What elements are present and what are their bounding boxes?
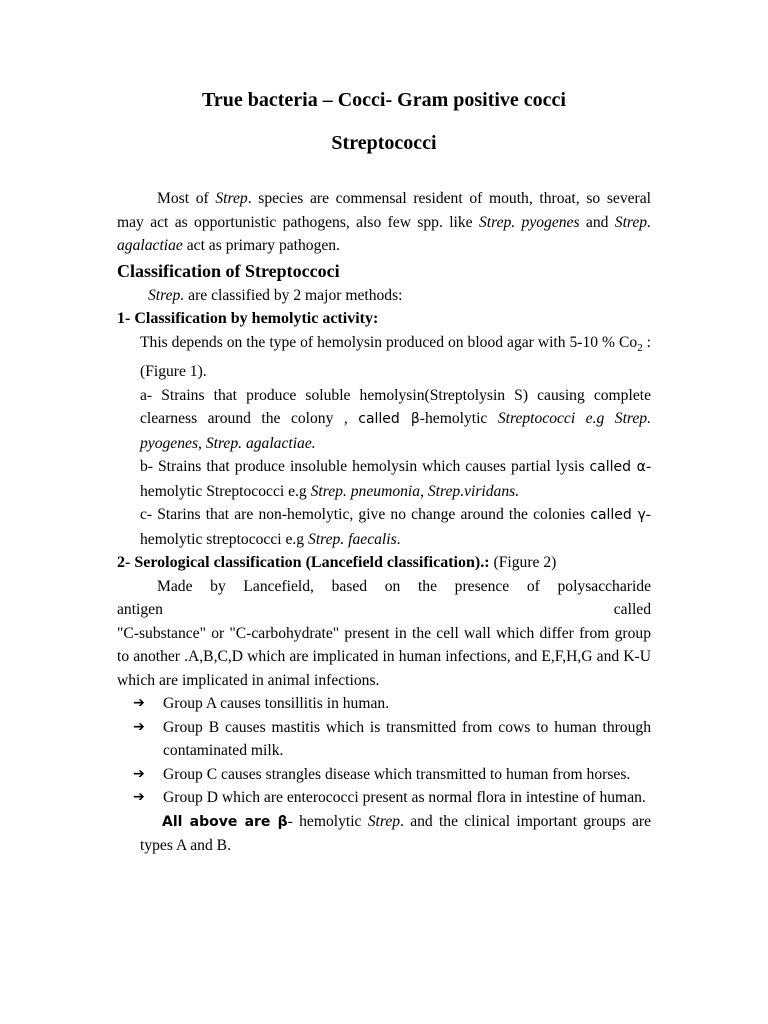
list-item-text: Group D which are enterococci present as normal flora in intestine of human. [163, 789, 646, 807]
final-text-1: - hemolytic [287, 812, 368, 830]
group-list [117, 692, 651, 810]
final-lead [140, 813, 288, 830]
item-b-text-1: b- Strains that produce insoluble hemolysin which causes partial lysis [140, 458, 590, 476]
arrow-right-icon: ➔ [133, 695, 145, 712]
section2-heading [117, 551, 651, 575]
section2-para-line1: Made by Lancefield, based on the presence of polysaccharide [157, 577, 651, 595]
intro-em-3: Strep. agalactiae [117, 213, 652, 254]
section2-para-line2 [117, 598, 651, 622]
section2-called: called [613, 601, 651, 619]
intro-text-4: act as primary pathogen. [182, 237, 341, 254]
section1-content [117, 331, 651, 552]
list-item [133, 716, 651, 763]
item-b-em-1: Strep. pneumonia [310, 482, 421, 500]
item-a-text-2: -hemolytic [419, 410, 498, 428]
final-bold: All above are β [162, 813, 288, 830]
item-b-sep: , [420, 482, 428, 500]
item-a-em: Streptococci e.g Strep. pyogenes, Strep. agalactiae. [140, 410, 652, 452]
item-a-text-1: a- Strains that produce soluble hemolysin(Streptolysin S) causing complete clearness around the colony , [140, 386, 651, 428]
list-item [133, 692, 651, 716]
section2-figure-ref: (Figure 2) [493, 554, 557, 572]
item-c-text-2: -hemolytic streptococci e.g [140, 506, 651, 548]
item-c-text-1: c- Starins that are non-hemolytic, give no change around the colonies [140, 506, 591, 524]
section1-intro-text: This depends on the type of hemolysin produced on blood agar with 5-10 % Co [140, 333, 638, 351]
section1-heading: 1- Classification by hemolytic activity: [117, 310, 379, 327]
section2-heading-end: .: [480, 554, 494, 572]
item-a [140, 384, 651, 456]
section2-heading-text: 2- Serological classification (Lancefield classification) [117, 554, 481, 572]
final-em: Strep [367, 812, 401, 830]
final-paragraph [117, 810, 651, 858]
classified-em: Strep. [148, 286, 185, 304]
item-b-text-2: -hemolytic Streptococci e.g [140, 458, 652, 500]
item-c-end: . [396, 530, 401, 548]
document-subtitle: Streptococci [331, 132, 437, 154]
intro-text-3: and [579, 213, 615, 231]
section2-antigen: antigen [117, 601, 163, 619]
item-a-called: called β [358, 411, 420, 428]
list-item-text: Group B causes mastitis which is transmitted from cows to human through contaminated milk. [163, 718, 651, 760]
item-b-em-2: Strep.viridans. [427, 482, 520, 500]
document-body [117, 187, 651, 858]
intro-text-1: Most of [157, 190, 216, 207]
classified-line [117, 284, 651, 308]
intro-text-2: . species are commensal resident of mouth, throat, so several may act as opportunistic pathogens, also few spp. like [117, 190, 651, 231]
final-text-2: . and the clinical important groups are types A and B. [140, 812, 651, 855]
section1-intro-end: : (Figure 1). [140, 333, 651, 381]
section2-para-rest: "C-substance" or "C-carbohydrate" present in the cell wall which differ from group to another .A,B,C,D which are implicated in human infections, and E,F,H,G and K-U which are implicated in animal infections. [117, 624, 651, 689]
list-item [133, 763, 651, 787]
list-item [133, 786, 651, 810]
list-item-text: Group A causes tonsillitis in human. [163, 695, 390, 713]
section1-intro [140, 331, 651, 384]
intro-em-1: Strep [215, 190, 248, 207]
list-item-text: Group C causes strangles disease which transmitted to human from horses. [163, 765, 631, 783]
item-c [140, 503, 651, 551]
item-b [140, 455, 651, 503]
intro-em-2: Strep. pyogenes [478, 213, 580, 231]
document-title: True bacteria – Cocci- Gram positive cocci [202, 89, 566, 111]
section1-intro-sub: 2 [637, 341, 643, 354]
classification-heading: Classification of Streptoccoci [117, 260, 340, 281]
item-c-em: Strep. faecalis [308, 530, 397, 548]
item-b-called: called α [589, 459, 646, 476]
intro-paragraph [117, 187, 651, 258]
item-c-called: called γ [590, 507, 646, 524]
arrow-right-icon: ➔ [133, 789, 145, 806]
arrow-right-icon: ➔ [133, 765, 145, 782]
classified-text: are classified by 2 major methods: [184, 286, 403, 304]
arrow-right-icon: ➔ [133, 718, 145, 735]
